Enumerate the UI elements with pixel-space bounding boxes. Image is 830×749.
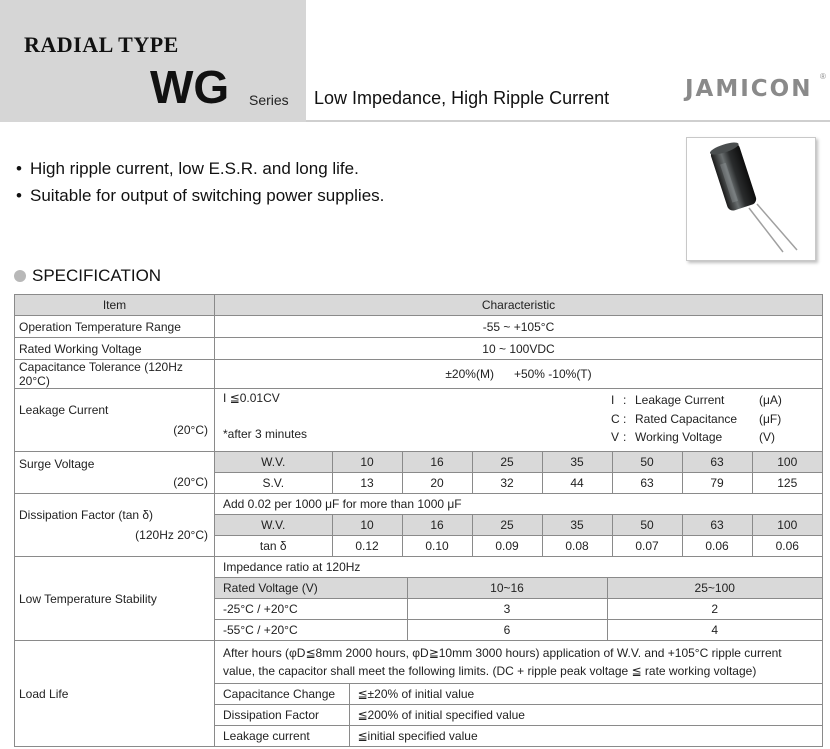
surge-wv: 50 [612, 452, 682, 473]
surge-sv: 125 [752, 473, 822, 494]
lts-col2: 25~100 [607, 578, 822, 599]
lts-col1: 10~16 [407, 578, 607, 599]
load-life-item: Capacitance Change [215, 684, 349, 705]
df-tan-head: tan δ [215, 536, 332, 557]
surge-wv: 63 [682, 452, 752, 473]
rated-voltage-value: 10 ~ 100VDC [215, 338, 823, 360]
spec-table [14, 294, 823, 747]
df-wv: 25 [472, 515, 542, 536]
series-subtitle: Low Impedance, High Ripple Current [314, 88, 610, 108]
surge-cell [215, 452, 823, 494]
bullet-icon: • [16, 159, 22, 178]
row-label-load-life: Load Life [15, 641, 215, 747]
df-wv: 10 [332, 515, 402, 536]
df-tan: 0.07 [612, 536, 682, 557]
surge-sv: 32 [472, 473, 542, 494]
bullet-icon: • [16, 186, 22, 205]
surge-sv: 63 [612, 473, 682, 494]
surge-sv: 44 [542, 473, 612, 494]
df-tan: 0.08 [542, 536, 612, 557]
surge-wv: 16 [402, 452, 472, 473]
load-life-cell [215, 641, 823, 747]
row-label-cap-tolerance: Capacitance Tolerance (120Hz 20°C) [15, 360, 215, 389]
feature-list [16, 158, 384, 212]
op-temp-value: -55 ~ +105°C [215, 316, 823, 338]
load-life-item: Leakage current [215, 726, 349, 747]
low-temp-note: Impedance ratio at 120Hz [215, 557, 822, 578]
leakage-formula: I ≦0.01CV [223, 391, 280, 405]
surge-wv: 10 [332, 452, 402, 473]
df-wv-head: W.V. [215, 515, 332, 536]
df-wv: 16 [402, 515, 472, 536]
lts-head: Rated Voltage (V) [215, 578, 407, 599]
surge-wv: 25 [472, 452, 542, 473]
df-tan: 0.06 [682, 536, 752, 557]
registered-mark: ® [820, 72, 826, 81]
load-life-value: ≦initial specified value [349, 726, 822, 747]
df-tan: 0.09 [472, 536, 542, 557]
load-life-value: ≦200% of initial specified value [349, 705, 822, 726]
feature-item: • Suitable for output of switching power supplies. [16, 186, 385, 205]
surge-sv-head: S.V. [215, 473, 332, 494]
load-life-value: ≦±20% of initial value [349, 684, 822, 705]
df-tan: 0.06 [752, 536, 822, 557]
row-label-low-temp: Low Temperature Stability [15, 557, 215, 641]
lts-row-label: -25°C / +20°C [215, 599, 407, 620]
load-life-text: After hours (φD≦8mm 2000 hours, φD≧10mm 3000 hours) application of W.V. and +105°C ripple current value, the capacitor shall meet the following limits. (DC + ripple peak voltage ≦ rate working voltage) [215, 641, 822, 684]
load-life-item: Dissipation Factor [215, 705, 349, 726]
cap-tolerance-value: ±20%(M) +50% -10%(T) [215, 360, 823, 389]
row-label-rated-voltage: Rated Working Voltage [15, 338, 215, 360]
col-header-characteristic: Characteristic [215, 295, 823, 316]
row-label-surge: Surge Voltage (20°C) [15, 452, 215, 494]
surge-sv: 79 [682, 473, 752, 494]
surge-table [215, 452, 822, 493]
series-word: Series [249, 92, 289, 108]
spec-heading: SPECIFICATION [14, 266, 161, 286]
surge-sv: 20 [402, 473, 472, 494]
capacitor-image [687, 138, 815, 260]
leakage-legend: I : Leakage Current (μA) C : Rated Capacitance (μF) V : Working Voltage (V) [611, 393, 782, 444]
leakage-note: *after 3 minutes [223, 427, 308, 441]
brand-logo: JAMICON [685, 76, 813, 102]
capacitor-photo [686, 137, 816, 261]
lts-value: 6 [407, 620, 607, 641]
lts-value: 3 [407, 599, 607, 620]
row-label-dissipation: Dissipation Factor (tan δ) (120Hz 20°C) [15, 494, 215, 557]
header-banner [0, 0, 830, 122]
circle-bullet-icon [14, 270, 26, 282]
low-temp-cell [215, 557, 823, 641]
df-wv: 50 [612, 515, 682, 536]
dissipation-note: Add 0.02 per 1000 μF for more than 1000 μF [215, 494, 822, 515]
header-rule [306, 120, 830, 122]
surge-wv: 35 [542, 452, 612, 473]
low-temp-table [215, 578, 822, 640]
df-wv: 63 [682, 515, 752, 536]
row-label-leakage: Leakage Current (20°C) [15, 389, 215, 452]
row-label-op-temp: Operation Temperature Range [15, 316, 215, 338]
lts-value: 2 [607, 599, 822, 620]
lts-value: 4 [607, 620, 822, 641]
surge-wv-head: W.V. [215, 452, 332, 473]
type-label: RADIAL TYPE [24, 32, 179, 57]
lts-row-label: -55°C / +20°C [215, 620, 407, 641]
col-header-item: Item [15, 295, 215, 316]
feature-item: • High ripple current, low E.S.R. and long life. [16, 159, 359, 178]
series-code: WG [150, 61, 230, 113]
df-wv: 35 [542, 515, 612, 536]
df-tan: 0.12 [332, 536, 402, 557]
load-life-table [215, 684, 822, 746]
surge-sv: 13 [332, 473, 402, 494]
surge-wv: 100 [752, 452, 822, 473]
dissipation-cell [215, 494, 823, 557]
leakage-cell [215, 389, 823, 452]
dissipation-table [215, 515, 822, 556]
df-tan: 0.10 [402, 536, 472, 557]
df-wv: 100 [752, 515, 822, 536]
